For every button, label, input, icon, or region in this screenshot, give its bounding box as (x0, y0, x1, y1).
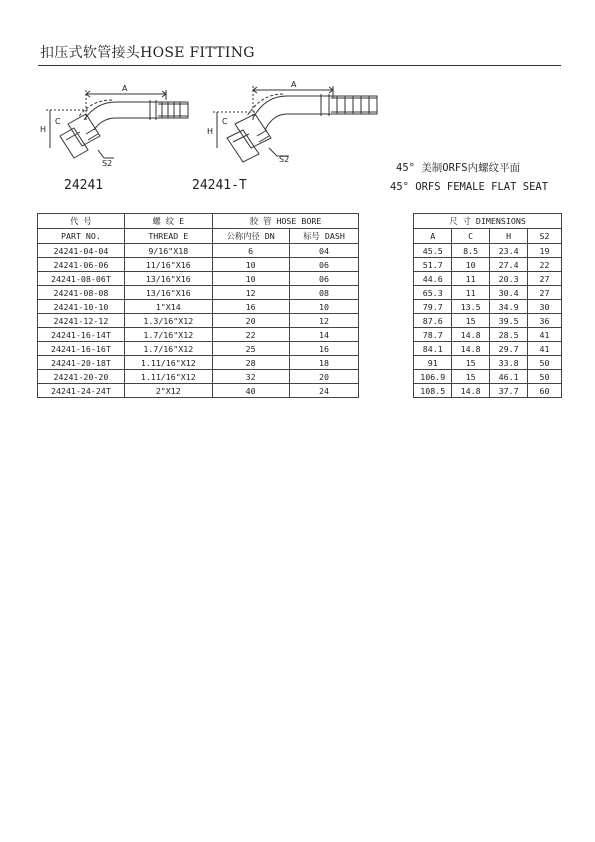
table-header-row-2 (38, 229, 562, 244)
header-c: C (452, 229, 490, 244)
cell-h: 30.4 (490, 286, 528, 300)
cell-gap (359, 328, 414, 342)
table-row (38, 300, 562, 314)
cell-gap (359, 384, 414, 398)
cell-c: 14.8 (452, 328, 490, 342)
table-row (38, 328, 562, 342)
cell-a: 84.1 (414, 342, 452, 356)
cell-h: 34.9 (490, 300, 528, 314)
header-gap (359, 229, 414, 244)
cell-s2: 41 (528, 328, 562, 342)
cell-thread: 9/16"X18 (124, 244, 212, 258)
table-row (38, 384, 562, 398)
cell-dn: 10 (212, 258, 289, 272)
cell-a: 91 (414, 356, 452, 370)
cell-part-no: 24241-12-12 (38, 314, 125, 328)
dim-label-s2: S2 (102, 159, 113, 168)
cell-dash: 18 (289, 356, 359, 370)
cell-s2: 41 (528, 342, 562, 356)
cell-dash: 14 (289, 328, 359, 342)
cell-dn: 32 (212, 370, 289, 384)
header-part-no: PART NO. (38, 229, 125, 244)
cell-a: 106.9 (414, 370, 452, 384)
cell-h: 33.8 (490, 356, 528, 370)
header-dn: 公称内径 DN (212, 229, 289, 244)
header-dash: 标号 DASH (289, 229, 359, 244)
cell-gap (359, 370, 414, 384)
specification-table (37, 213, 562, 398)
cell-h: 46.1 (490, 370, 528, 384)
cell-c: 15 (452, 370, 490, 384)
cell-a: 108.5 (414, 384, 452, 398)
cell-a: 79.7 (414, 300, 452, 314)
header-code: 代 号 (38, 214, 125, 229)
header-h: H (490, 229, 528, 244)
table-row (38, 356, 562, 370)
cell-h: 29.7 (490, 342, 528, 356)
cell-c: 14.8 (452, 342, 490, 356)
table-row (38, 314, 562, 328)
header-gap (359, 214, 414, 229)
cell-c: 8.5 (452, 244, 490, 258)
cell-dn: 6 (212, 244, 289, 258)
cell-part-no: 24241-04-04 (38, 244, 125, 258)
cell-s2: 27 (528, 272, 562, 286)
cell-c: 11 (452, 272, 490, 286)
cell-part-no: 24241-10-10 (38, 300, 125, 314)
cell-dn: 28 (212, 356, 289, 370)
cell-s2: 50 (528, 370, 562, 384)
cell-gap (359, 244, 414, 258)
cell-gap (359, 342, 414, 356)
header-a: A (414, 229, 452, 244)
table-header-row-1 (38, 214, 562, 229)
cell-h: 27.4 (490, 258, 528, 272)
part-label-24241-t: 24241-T (192, 178, 247, 193)
cell-dn: 40 (212, 384, 289, 398)
cell-part-no: 24241-08-06T (38, 272, 125, 286)
cell-dash: 06 (289, 272, 359, 286)
cell-s2: 30 (528, 300, 562, 314)
cell-thread: 1.11/16"X12 (124, 370, 212, 384)
cell-s2: 36 (528, 314, 562, 328)
cell-c: 15 (452, 314, 490, 328)
cell-dn: 16 (212, 300, 289, 314)
cell-c: 14.8 (452, 384, 490, 398)
cell-thread: 1.11/16"X12 (124, 356, 212, 370)
cell-h: 23.4 (490, 244, 528, 258)
dim-label-c-t: C (222, 117, 228, 126)
cell-c: 10 (452, 258, 490, 272)
cell-dash: 08 (289, 286, 359, 300)
cell-thread: 1.3/16"X12 (124, 314, 212, 328)
cell-dash: 16 (289, 342, 359, 356)
cell-dash: 06 (289, 258, 359, 272)
header-hose-bore: 胶 管 HOSE BORE (212, 214, 359, 229)
cell-s2: 22 (528, 258, 562, 272)
table-row (38, 342, 562, 356)
cell-part-no: 24241-16-14T (38, 328, 125, 342)
cell-c: 13.5 (452, 300, 490, 314)
cell-thread: 1"X14 (124, 300, 212, 314)
cell-dash: 20 (289, 370, 359, 384)
cell-a: 44.6 (414, 272, 452, 286)
table-row (38, 244, 562, 258)
cell-dash: 24 (289, 384, 359, 398)
header-thread-e: THREAD E (124, 229, 212, 244)
dim-label-s2-t: S2 (279, 155, 290, 164)
header-dimensions: 尺 寸 DIMENSIONS (414, 214, 562, 229)
cell-dash: 12 (289, 314, 359, 328)
cell-gap (359, 300, 414, 314)
cell-thread: 1.7/16"X12 (124, 342, 212, 356)
cell-dn: 22 (212, 328, 289, 342)
cell-dn: 20 (212, 314, 289, 328)
cell-part-no: 24241-24-24T (38, 384, 125, 398)
cell-gap (359, 356, 414, 370)
dim-label-h: H (40, 125, 47, 134)
cell-h: 28.5 (490, 328, 528, 342)
table-row (38, 272, 562, 286)
cell-c: 15 (452, 356, 490, 370)
cell-h: 20.3 (490, 272, 528, 286)
table-row (38, 286, 562, 300)
cell-dash: 10 (289, 300, 359, 314)
cell-a: 45.5 (414, 244, 452, 258)
cell-part-no: 24241-08-08 (38, 286, 125, 300)
cell-thread: 13/16"X16 (124, 272, 212, 286)
cell-thread: 1.7/16"X12 (124, 328, 212, 342)
cell-s2: 50 (528, 356, 562, 370)
cell-part-no: 24241-16-16T (38, 342, 125, 356)
table-body (38, 244, 562, 398)
cell-thread: 13/16"X16 (124, 286, 212, 300)
description-chinese: 45° 美制ORFS内螺纹平面 (396, 162, 521, 174)
dim-label-c: C (55, 117, 61, 126)
cell-dn: 12 (212, 286, 289, 300)
cell-gap (359, 286, 414, 300)
part-label-24241: 24241 (64, 178, 104, 193)
title-divider (38, 65, 561, 66)
page-title: 扣压式软管接头HOSE FITTING (40, 45, 255, 61)
header-s2: S2 (528, 229, 562, 244)
cell-thread: 2"X12 (124, 384, 212, 398)
cell-part-no: 24241-20-18T (38, 356, 125, 370)
cell-a: 65.3 (414, 286, 452, 300)
cell-gap (359, 314, 414, 328)
cell-s2: 60 (528, 384, 562, 398)
cell-a: 78.7 (414, 328, 452, 342)
header-thread: 螺 纹 E (124, 214, 212, 229)
fitting-drawing-24241-t (205, 76, 385, 176)
cell-dn: 10 (212, 272, 289, 286)
description-english: 45° ORFS FEMALE FLAT SEAT (390, 181, 549, 193)
cell-h: 39.5 (490, 314, 528, 328)
dim-label-a: A (122, 84, 128, 93)
table-row (38, 370, 562, 384)
table-row (38, 258, 562, 272)
cell-gap (359, 272, 414, 286)
fitting-drawing-24241 (38, 80, 198, 175)
cell-part-no: 24241-20-20 (38, 370, 125, 384)
cell-a: 87.6 (414, 314, 452, 328)
cell-h: 37.7 (490, 384, 528, 398)
cell-dash: 04 (289, 244, 359, 258)
cell-gap (359, 258, 414, 272)
cell-dn: 25 (212, 342, 289, 356)
dim-label-h-t: H (207, 127, 214, 136)
cell-part-no: 24241-06-06 (38, 258, 125, 272)
cell-c: 11 (452, 286, 490, 300)
cell-a: 51.7 (414, 258, 452, 272)
cell-s2: 19 (528, 244, 562, 258)
cell-thread: 11/16"X16 (124, 258, 212, 272)
dim-label-a-t: A (291, 80, 297, 89)
cell-s2: 27 (528, 286, 562, 300)
